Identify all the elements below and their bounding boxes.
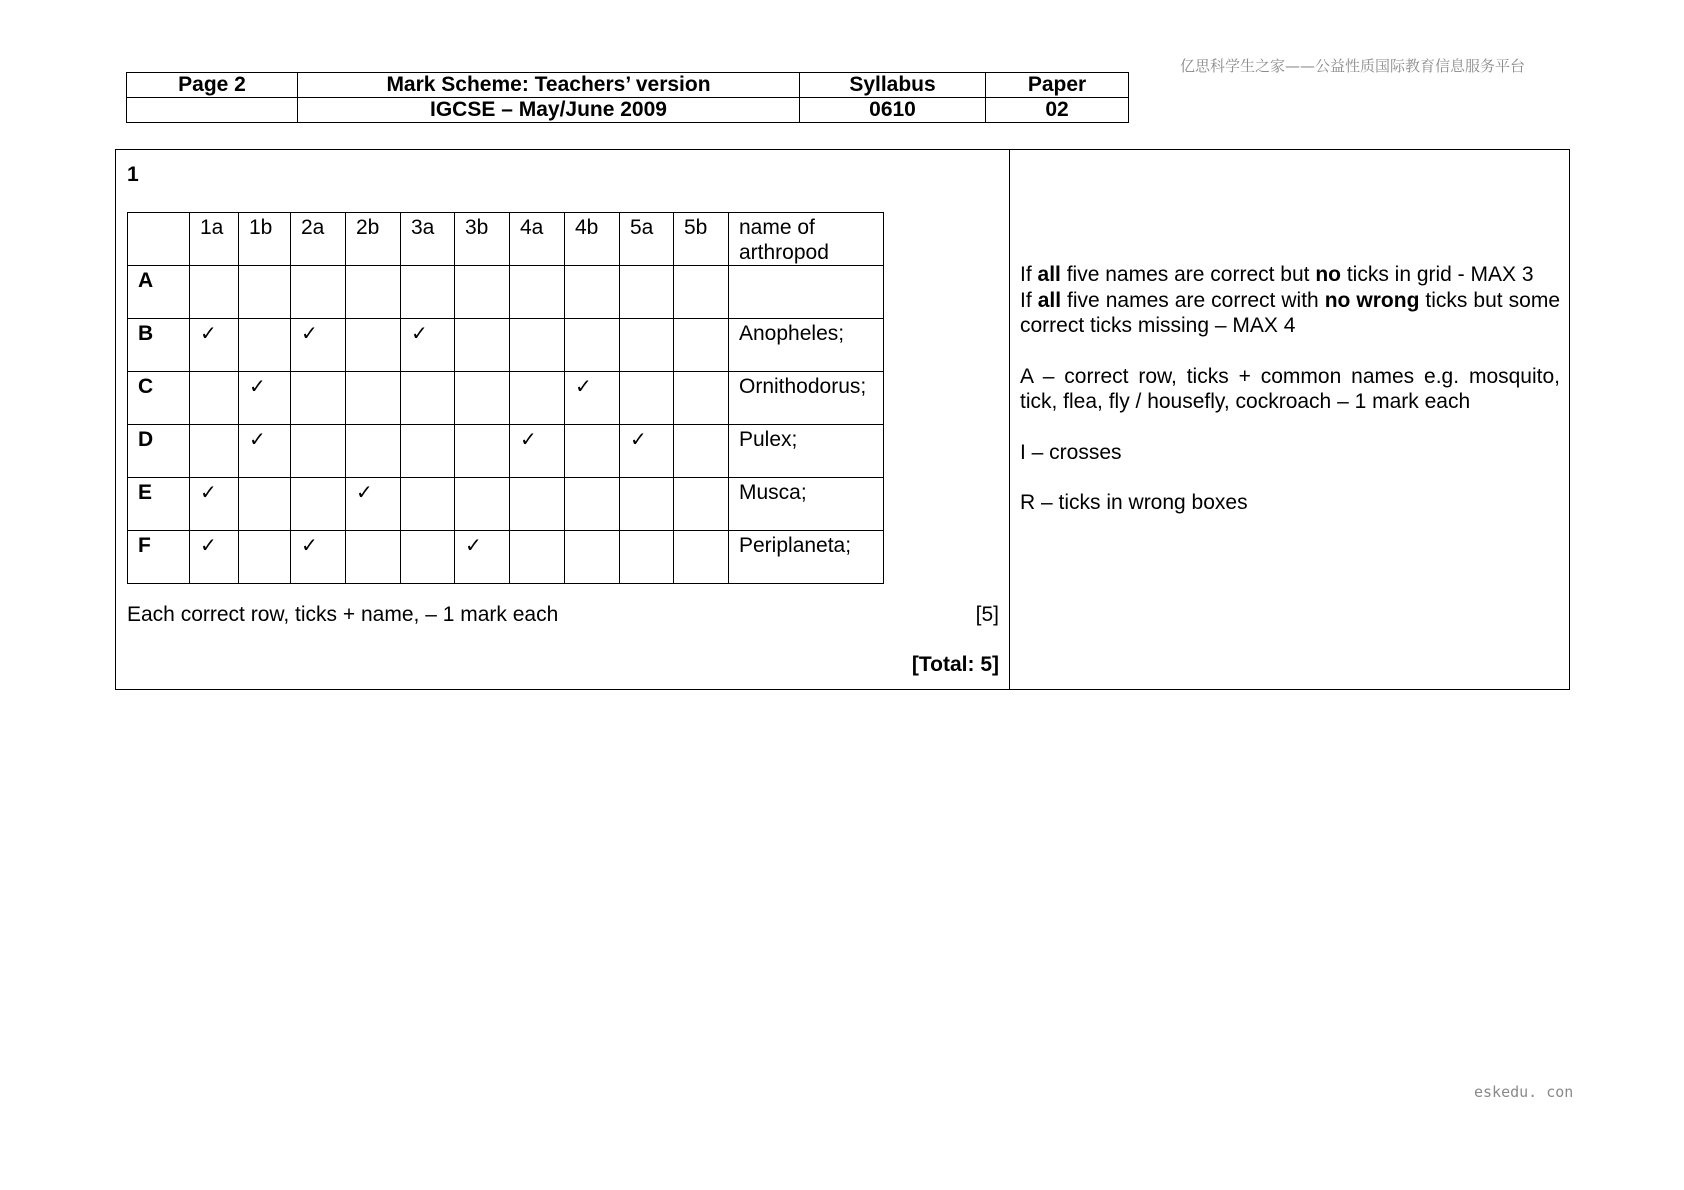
- empty-cell: [565, 319, 620, 372]
- grid-corner-cell: [128, 213, 190, 266]
- empty-cell: [239, 531, 291, 584]
- header-empty-cell: [127, 98, 298, 123]
- grid-row-c: [128, 372, 884, 425]
- empty-cell: [620, 531, 674, 584]
- empty-cell: [510, 531, 565, 584]
- column-header: 4a: [510, 213, 565, 266]
- page-number: Page 2: [127, 73, 298, 98]
- guidance-reject: R – ticks in wrong boxes: [1020, 491, 1248, 514]
- empty-cell: [291, 478, 346, 531]
- tick-mark: ✓: [291, 531, 346, 584]
- empty-cell: [190, 425, 239, 478]
- row-label: B: [128, 319, 190, 372]
- empty-cell: [239, 266, 291, 319]
- empty-cell: [239, 319, 291, 372]
- arthropod-name: Anopheles;: [729, 319, 884, 372]
- empty-cell: [455, 319, 510, 372]
- empty-cell: [565, 425, 620, 478]
- empty-cell: [620, 478, 674, 531]
- column-header: 5b: [674, 213, 729, 266]
- question-marks: [5]: [975, 603, 999, 626]
- marking-guidance: [1020, 262, 1560, 516]
- column-header: 1b: [239, 213, 291, 266]
- arthropod-name: Ornithodorus;: [729, 372, 884, 425]
- tick-mark: ✓: [346, 478, 401, 531]
- tick-mark: ✓: [190, 319, 239, 372]
- empty-cell: [455, 425, 510, 478]
- syllabus-value: 0610: [800, 98, 986, 123]
- row-label: C: [128, 372, 190, 425]
- document-subtitle: IGCSE – May/June 2009: [298, 98, 800, 123]
- empty-cell: [674, 478, 729, 531]
- header-table: [126, 72, 1129, 123]
- empty-cell: [401, 372, 455, 425]
- syllabus-label: Syllabus: [800, 73, 986, 98]
- empty-cell: [291, 425, 346, 478]
- tick-mark: ✓: [510, 425, 565, 478]
- empty-cell: [190, 372, 239, 425]
- watermark-bottom: eskedu. con: [1474, 1083, 1574, 1101]
- empty-cell: [565, 531, 620, 584]
- empty-cell: [190, 266, 239, 319]
- tick-mark: ✓: [291, 319, 346, 372]
- empty-cell: [674, 425, 729, 478]
- empty-cell: [674, 266, 729, 319]
- watermark-top: 亿思科学生之家——公益性质国际教育信息服务平台: [1180, 57, 1526, 75]
- grid-header-row: [128, 213, 884, 266]
- empty-cell: [674, 372, 729, 425]
- tick-mark: ✓: [239, 372, 291, 425]
- document-title: Mark Scheme: Teachers’ version: [298, 73, 800, 98]
- row-label: A: [128, 266, 190, 319]
- empty-cell: [510, 266, 565, 319]
- empty-cell: [510, 478, 565, 531]
- tick-mark: ✓: [190, 478, 239, 531]
- tick-mark: ✓: [190, 531, 239, 584]
- empty-cell: [291, 372, 346, 425]
- arthropod-name: [729, 266, 884, 319]
- arthropod-name: Pulex;: [729, 425, 884, 478]
- empty-cell: [346, 319, 401, 372]
- grid-row-d: [128, 425, 884, 478]
- column-header-name: name of arthropod: [729, 213, 884, 266]
- tick-mark: ✓: [565, 372, 620, 425]
- guidance-accept: A – correct row, ticks + common names e.g. mosquito, tick, flea, fly / housefly, cockroach – 1 mark each: [1020, 364, 1560, 413]
- guidance-max3: If all five names are correct but no ticks in grid - MAX 3: [1020, 263, 1534, 286]
- column-header: 5a: [620, 213, 674, 266]
- question-number: 1: [127, 163, 139, 186]
- empty-cell: [239, 478, 291, 531]
- empty-cell: [510, 372, 565, 425]
- empty-cell: [346, 531, 401, 584]
- grid-row-e: [128, 478, 884, 531]
- grid-row-b: [128, 319, 884, 372]
- empty-cell: [401, 266, 455, 319]
- tick-mark: ✓: [620, 425, 674, 478]
- empty-cell: [674, 319, 729, 372]
- empty-cell: [620, 372, 674, 425]
- tick-mark: ✓: [401, 319, 455, 372]
- empty-cell: [620, 266, 674, 319]
- column-header: 3b: [455, 213, 510, 266]
- empty-cell: [346, 425, 401, 478]
- mark-scheme-box: [115, 149, 1570, 690]
- empty-cell: [401, 531, 455, 584]
- arthropod-name: Musca;: [729, 478, 884, 531]
- tick-mark: ✓: [455, 531, 510, 584]
- grid-row-a: [128, 266, 884, 319]
- row-label: F: [128, 531, 190, 584]
- empty-cell: [455, 266, 510, 319]
- empty-cell: [674, 531, 729, 584]
- arthropod-key-grid: [127, 212, 884, 584]
- grid-row-f: [128, 531, 884, 584]
- empty-cell: [346, 372, 401, 425]
- tick-mark: ✓: [239, 425, 291, 478]
- empty-cell: [291, 266, 346, 319]
- column-header: 3a: [401, 213, 455, 266]
- row-label: E: [128, 478, 190, 531]
- guidance-max4: If all five names are correct with no wrong ticks but some correct ticks missing – MAX 4: [1020, 288, 1560, 337]
- column-divider: [1009, 150, 1010, 689]
- question-total: [Total: 5]: [911, 653, 999, 676]
- empty-cell: [455, 372, 510, 425]
- empty-cell: [455, 478, 510, 531]
- paper-value: 02: [986, 98, 1129, 123]
- empty-cell: [565, 478, 620, 531]
- guidance-ignore: I – crosses: [1020, 440, 1122, 464]
- empty-cell: [565, 266, 620, 319]
- column-header: 2b: [346, 213, 401, 266]
- empty-cell: [346, 266, 401, 319]
- marking-note: Each correct row, ticks + name, – 1 mark each: [127, 603, 559, 626]
- column-header: 1a: [190, 213, 239, 266]
- empty-cell: [401, 425, 455, 478]
- arthropod-name: Periplaneta;: [729, 531, 884, 584]
- paper-label: Paper: [986, 73, 1129, 98]
- empty-cell: [620, 319, 674, 372]
- empty-cell: [510, 319, 565, 372]
- column-header: 2a: [291, 213, 346, 266]
- row-label: D: [128, 425, 190, 478]
- empty-cell: [401, 478, 455, 531]
- column-header: 4b: [565, 213, 620, 266]
